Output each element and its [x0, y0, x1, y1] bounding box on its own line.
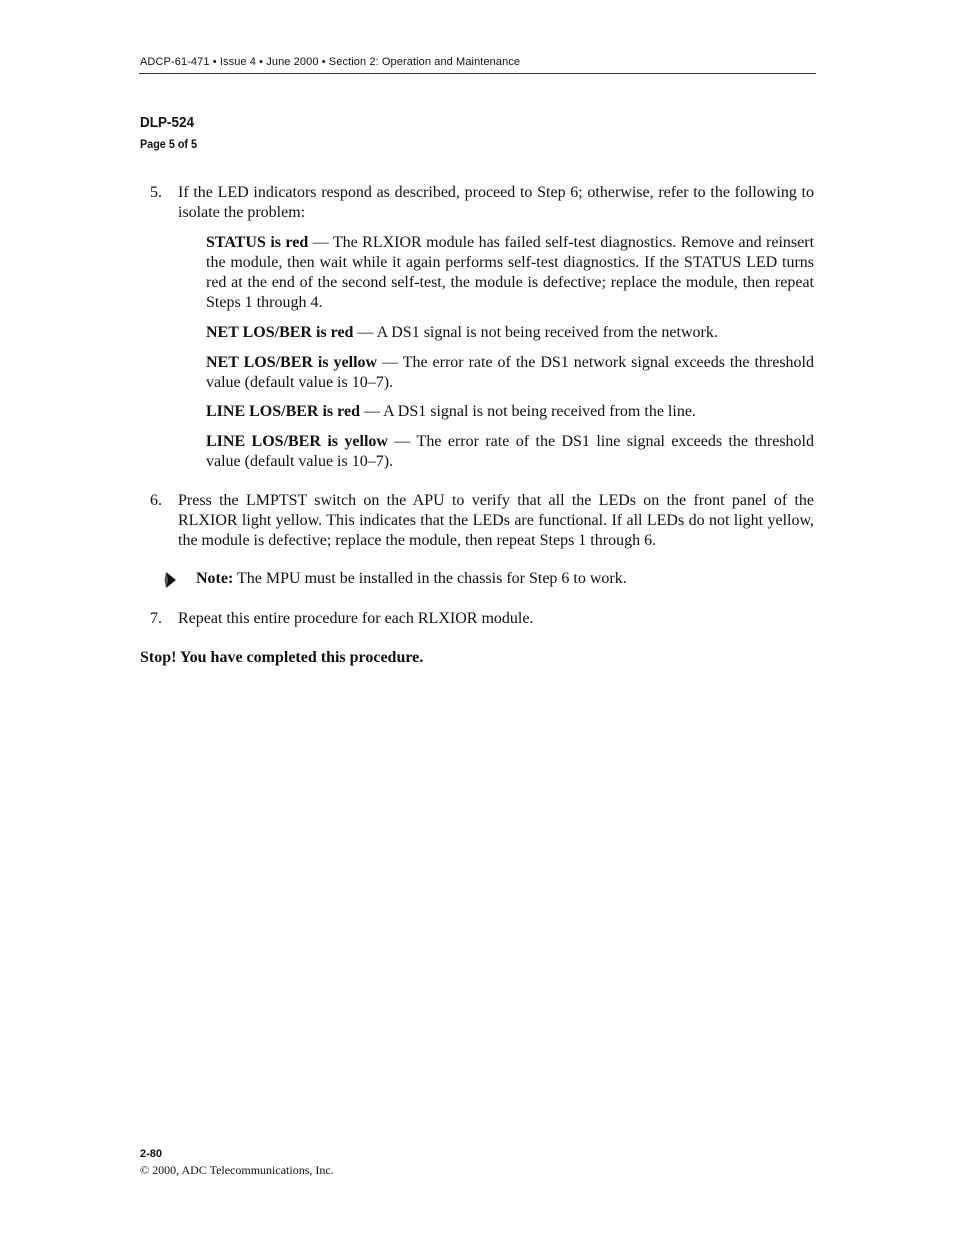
condition-text: — The error rate of the DS1 network signal exceeds the threshold value (default value is 10–7).	[206, 354, 814, 391]
condition-label: NET LOS/BER is red	[206, 324, 354, 341]
note-body: The MPU must be installed in the chassis for Step 6 to work.	[233, 570, 627, 587]
condition-label: LINE LOS/BER is red	[206, 403, 360, 420]
step-number: 7.	[150, 610, 162, 627]
page-number: 2-80	[140, 1148, 163, 1160]
step-5	[150, 183, 814, 223]
step-6	[150, 491, 814, 551]
note-label: Note:	[196, 570, 234, 587]
condition-status-red	[206, 233, 814, 313]
header-rule	[139, 73, 816, 74]
step-number: 6.	[150, 492, 162, 509]
arrow-right-icon	[164, 571, 178, 589]
step-text: Press the LMPTST switch on the APU to verify that all the LEDs on the front panel of the RLXIOR light yellow. This indicates that the LEDs are functional. If all LEDs do not light yellow, the module is defective; replace the module, then repeat Steps 1 through 6.	[178, 492, 814, 549]
condition-net-yellow	[206, 353, 814, 393]
note	[164, 569, 627, 589]
condition-label: LINE LOS/BER is yellow	[206, 433, 388, 450]
condition-line-red	[206, 402, 814, 422]
condition-net-red	[206, 323, 814, 343]
dlp-page-indicator: Page 5 of 5	[140, 137, 198, 151]
step-text: If the LED indicators respond as described, proceed to Step 6; otherwise, refer to the following to isolate the problem:	[178, 184, 814, 221]
condition-line-yellow	[206, 432, 814, 472]
condition-label: NET LOS/BER is yellow	[206, 354, 378, 371]
running-header: ADCP-61-471 • Issue 4 • June 2000 • Section 2: Operation and Maintenance	[140, 56, 521, 68]
condition-text: — The error rate of the DS1 line signal exceeds the threshold value (default value is 10–7).	[206, 433, 814, 470]
condition-text: — A DS1 signal is not being received from the line.	[359, 403, 696, 420]
step-text: Repeat this entire procedure for each RLXIOR module.	[178, 610, 534, 627]
copyright: © 2000, ADC Telecommunications, Inc.	[140, 1163, 334, 1177]
step-7	[150, 609, 814, 629]
stop-statement: Stop! You have completed this procedure.	[140, 649, 424, 666]
note-text	[196, 570, 627, 587]
step-number: 5.	[150, 184, 162, 201]
condition-text: — The RLXIOR module has failed self-test diagnostics. Remove and reinsert the module, then wait while it again performs self-test diagnostics. If the STATUS LED turns red at the end of the second self-test, the module is defective; replace the module, then repeat Steps 1 through 4.	[206, 234, 815, 311]
dlp-title: DLP-524	[140, 114, 195, 131]
condition-text: — A DS1 signal is not being received from the network.	[353, 324, 718, 341]
condition-label: STATUS is red	[206, 234, 309, 251]
